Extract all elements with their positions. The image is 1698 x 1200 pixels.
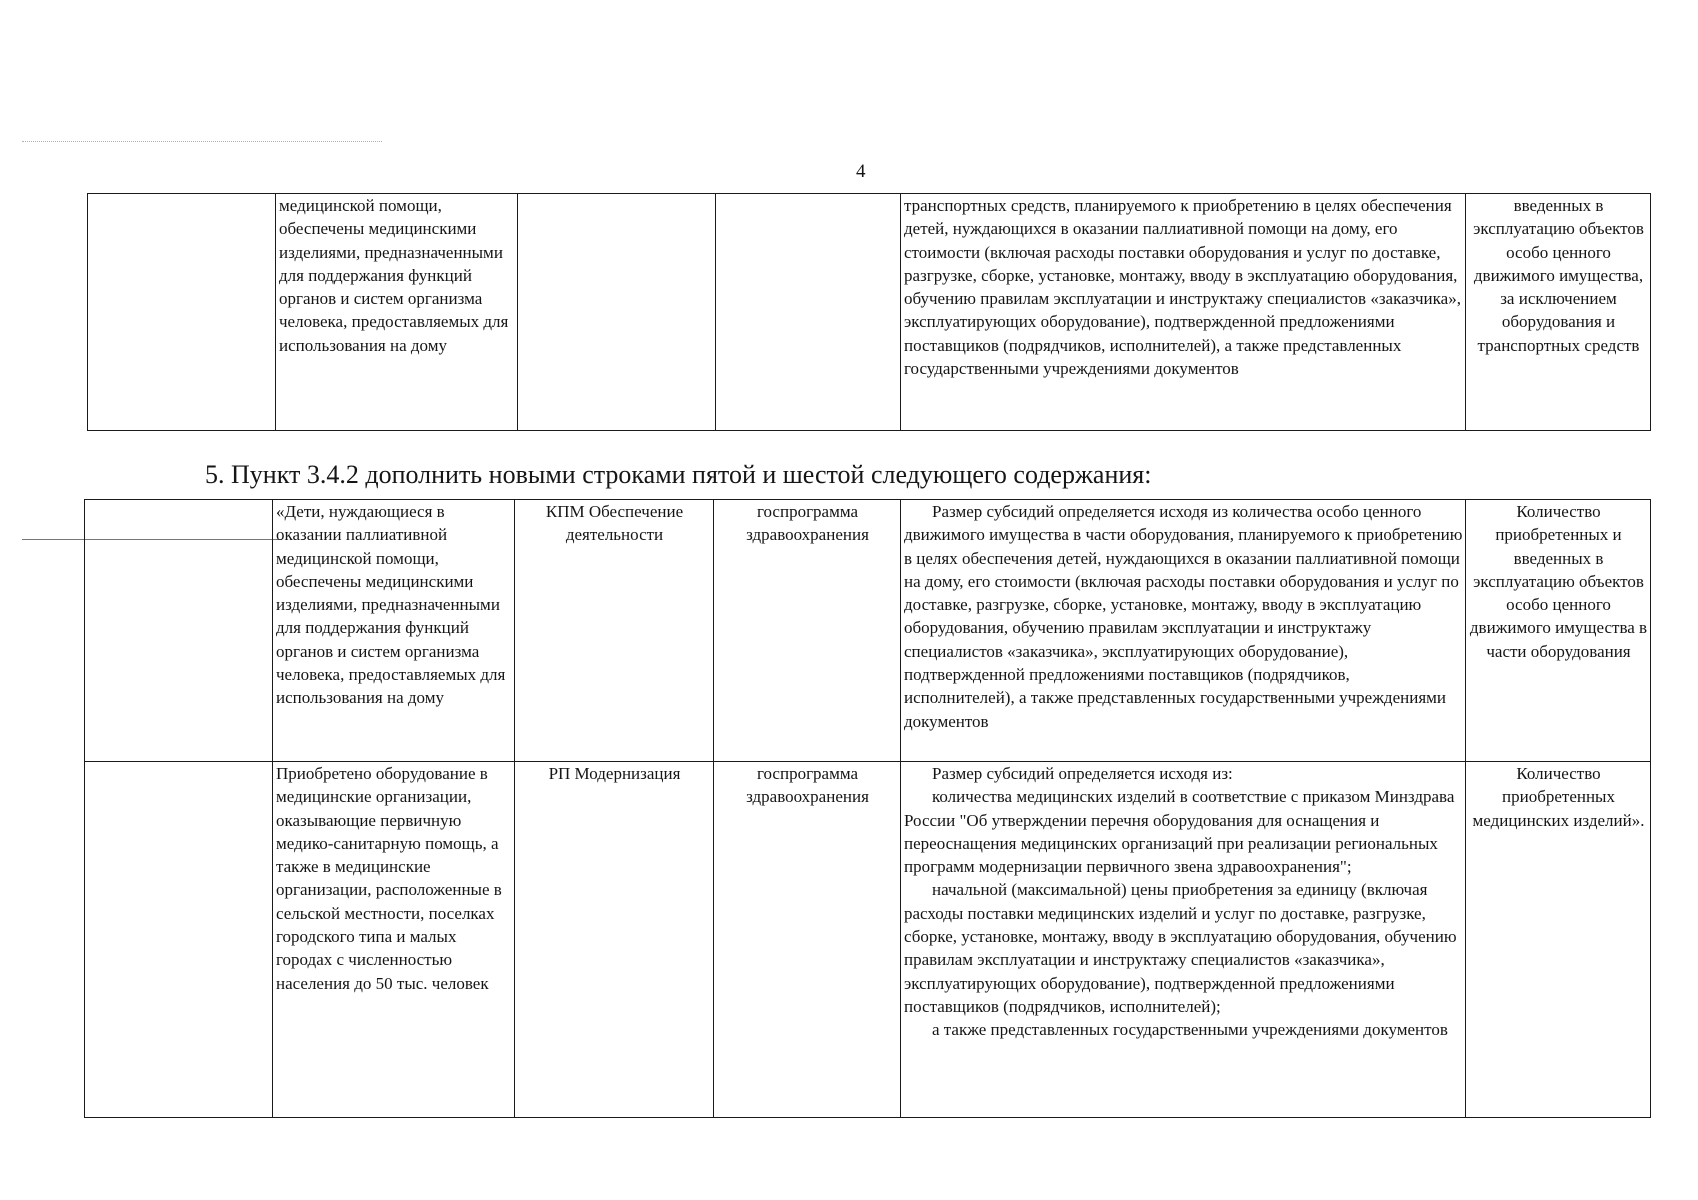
cell-result: «Дети, нуждающиеся в оказании паллиативной медицинской помощи, обеспечены медицинскими изделиями, предназначенными для поддержания функций органов и систем организма человека, предоставляемых для использования на дому bbox=[273, 500, 515, 762]
cell-result: медицинской помощи, обеспечены медицинскими изделиями, предназначенными для поддержания функций органов и систем организма человека, предоставляемых для использования на дому bbox=[276, 194, 518, 431]
cell-index bbox=[88, 194, 276, 431]
scan-artifact-line bbox=[22, 141, 382, 142]
cell-structural-element: КПМ Обеспечение деятельности bbox=[515, 500, 714, 762]
method-paragraph: а также представленных государственными учреждениями документов bbox=[932, 1020, 1448, 1040]
cell-method: транспортных средств, планируемого к приобретению в целях обеспечения детей, нуждающихся в оказании паллиативной помощи на дому, его стоимости (включая расходы поставки оборудования и услуг по доставке, разгрузке, сборке, установке, монтажу, вводу в эксплуатацию оборудования, обучению правилам эксплуатации и инструктажу специалистов «заказчика», эксплуатирующих оборудование), подтвержденной предложениями поставщиков (подрядчиков, исполнителей), а также представленных государственными учреждениями документов bbox=[901, 194, 1466, 431]
section-heading: 5. Пункт 3.4.2 дополнить новыми строками пятой и шестой следующего содержания: bbox=[205, 460, 1152, 489]
cell-method bbox=[901, 762, 1466, 1118]
table-row bbox=[85, 762, 1651, 1118]
method-paragraph: начальной (максимальной) цены приобретения за единицу (включая расходы поставки медицинских изделий и услуг по доставке, разгрузке, сборке, установке, монтажу, вводу в эксплуатацию оборудования, обучению правилам эксплуатации и инструктажу специалистов «заказчика», эксплуатирующих оборудование), подтвержденной предложениями поставщиков (подрядчиков, исполнителей); bbox=[904, 880, 1457, 1016]
cell-structural-element bbox=[518, 194, 716, 431]
cell-program: госпрограмма здравоохранения bbox=[714, 762, 901, 1118]
amendment-table bbox=[84, 499, 1651, 1118]
cell-result: Приобретено оборудование в медицинские организации, оказывающие первичную медико-санитарную помощь, а также в медицинские организации, расположенные в сельской местности, поселках городского типа и малых городах с численностью населения до 50 тыс. человек bbox=[273, 762, 515, 1118]
cell-indicator: Количество приобретенных и введенных в эксплуатацию объектов особо ценного движимого имущества в части оборудования bbox=[1466, 500, 1651, 762]
table-row bbox=[85, 500, 1651, 762]
page-number: 4 bbox=[856, 161, 866, 182]
cell-program bbox=[716, 194, 901, 431]
cell-index bbox=[85, 500, 273, 762]
table-row bbox=[88, 194, 1651, 431]
cell-indicator: Количество приобретенных медицинских изделий». bbox=[1466, 762, 1651, 1118]
method-paragraph: Размер субсидий определяется исходя из: bbox=[932, 764, 1233, 783]
cell-structural-element: РП Модернизация bbox=[515, 762, 714, 1118]
cell-program: госпрограмма здравоохранения bbox=[714, 500, 901, 762]
method-paragraph: количества медицинских изделий в соответствие с приказом Минздрава России "Об утверждении перечня оборудования для оснащения и переоснащения медицинских организаций при реализации региональных программ модернизации первичного звена здравоохранения"; bbox=[904, 787, 1455, 877]
method-paragraph: Размер субсидий определяется исходя из количества особо ценного движимого имущества в части оборудования, планируемого к приобретению в целях обеспечения детей, нуждающихся в оказании паллиативной помощи на дому, его стоимости (включая расходы поставки оборудования и услуг по доставке, разгрузке, сборке, установке, монтажу, вводу в эксплуатацию оборудования, обучению правилам эксплуатации и инструктажу специалистов «заказчика», эксплуатирующих оборудование), подтвержденной предложениями поставщиков (подрядчиков, исполнителей), а также представленных государственными учреждениями документов bbox=[904, 502, 1463, 731]
cell-index bbox=[85, 762, 273, 1118]
cell-indicator: введенных в эксплуатацию объектов особо ценного движимого имущества, за исключением оборудования и транспортных средств bbox=[1466, 194, 1651, 431]
cell-method bbox=[901, 500, 1466, 762]
continuation-table bbox=[87, 193, 1651, 431]
